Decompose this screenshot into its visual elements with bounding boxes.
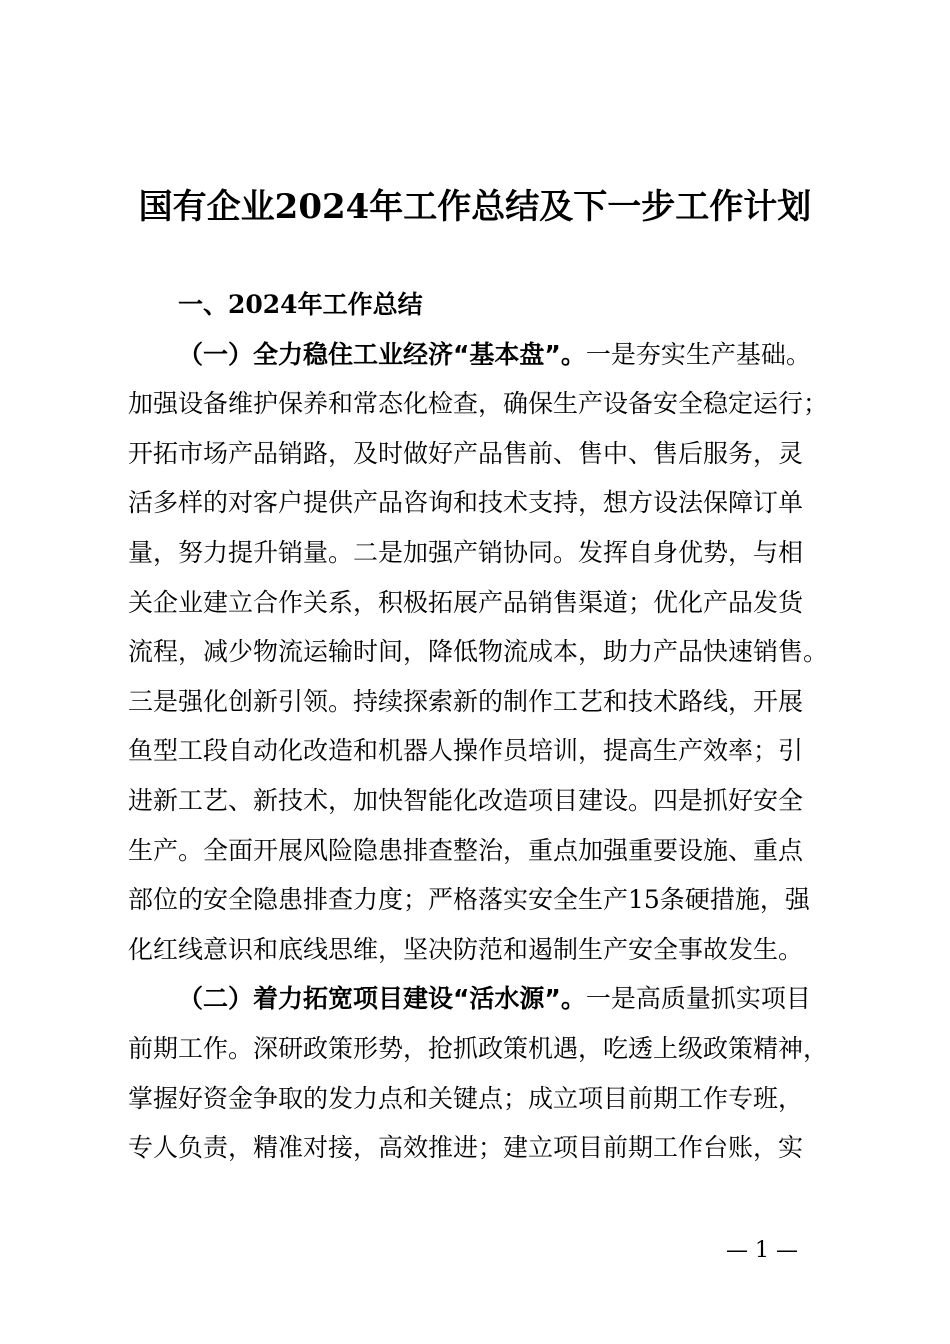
paragraph-line: 流程，减少物流运输时间，降低物流成本，助力产品快速销售。 (128, 637, 829, 667)
paragraph-line: 活多样的对客户提供产品咨询和技术支持，想方设法保障订单 (128, 488, 804, 518)
paragraph-2-text: 一是高质量抓实项目 (585, 984, 811, 1014)
document-body (128, 280, 863, 1173)
paragraph-line: 进新工艺、新技术，加快智能化改造项目建设。四是抓好安全 (128, 785, 804, 815)
paragraph-2-line-1 (128, 974, 863, 1024)
document-title: 国有企业2024年工作总结及下一步工作计划 (138, 187, 812, 227)
paragraph-line: 专人负责，精准对接，高效推进；建立项目前期工作台账，实 (128, 1133, 804, 1163)
paragraph-line: 关企业建立合作关系，积极拓展产品销售渠道；优化产品发货 (128, 587, 804, 617)
paragraph-2-heading: （二）着力拓宽项目建设“活水源”。 (178, 984, 586, 1014)
paragraph-line: 生产。全面开展风险隐患排查整治，重点加强重要设施、重点 (128, 835, 804, 865)
paragraph-1-text: 一是夯实生产基础。 (585, 339, 811, 369)
paragraph-line: 前期工作。深研政策形势，抢抓政策机遇，吃透上级政策精神， (128, 1033, 829, 1063)
paragraph-line: 鱼型工段自动化改造和机器人操作员培训，提高生产效率；引 (128, 736, 804, 766)
paragraph-line: 开拓市场产品销路，及时做好产品售前、售中、售后服务，灵 (128, 438, 804, 468)
paragraph-line: 部位的安全隐患排查力度；严格落实安全生产15条硬措施，强 (128, 885, 810, 915)
paragraph-line: 掌握好资金争取的发力点和关键点；成立项目前期工作专班， (128, 1083, 804, 1113)
page-number: — 1 — (726, 1238, 798, 1263)
paragraph-line: 三是强化创新引领。持续探索新的制作工艺和技术路线，开展 (128, 686, 804, 716)
paragraph-line: 加强设备维护保养和常态化检查，确保生产设备安全稳定运行； (128, 389, 829, 419)
paragraph-1-line-1 (128, 330, 863, 380)
paragraph-1-heading: （一）全力稳住工业经济“基本盘”。 (178, 339, 586, 369)
paragraph-line: 化红线意识和底线思维，坚决防范和遏制生产安全事故发生。 (128, 934, 804, 964)
section-heading: 一、2024年工作总结 (178, 290, 423, 319)
paragraph-line: 量，努力提升销量。二是加强产销协同。发挥自身优势，与相 (128, 537, 804, 567)
